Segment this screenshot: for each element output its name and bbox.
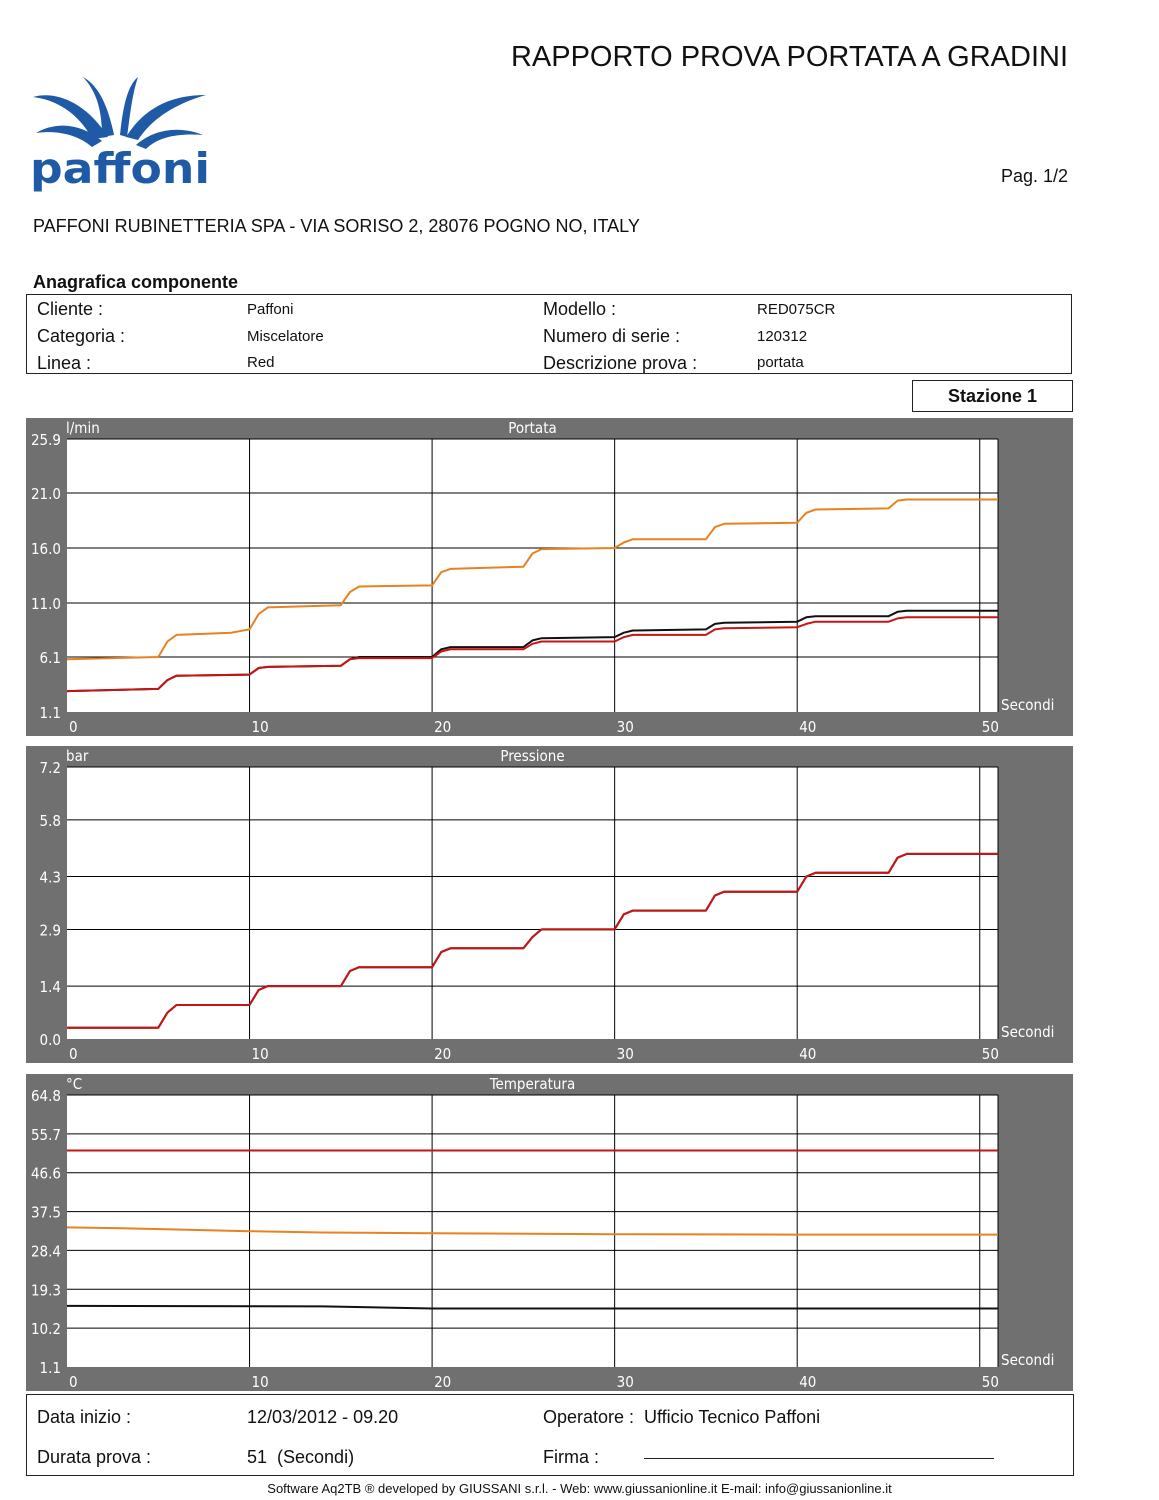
x-axis-label: Secondi (1001, 1351, 1055, 1369)
page-number: Pag. 1/2 (1000, 166, 1068, 186)
report-title: RAPPORTO PROVA PORTATA A GRADINI (510, 41, 1068, 73)
x-tick-label: 0 (69, 718, 78, 736)
y-tick-label: 10.2 (30, 1320, 61, 1339)
durata-label: Durata prova : (37, 1447, 152, 1467)
chart-title: Temperatura (489, 1075, 576, 1093)
x-tick-label: 30 (616, 718, 634, 736)
operatore-label: Operatore : (543, 1407, 635, 1427)
y-tick-label: 2.9 (39, 921, 61, 940)
data-inizio-label: Data inizio : (37, 1407, 132, 1427)
descrizione-label: Descrizione prova : (543, 353, 698, 373)
y-tick-label: 16.0 (30, 539, 61, 558)
x-axis-label: Secondi (1001, 1023, 1055, 1041)
x-tick-label: 20 (434, 718, 452, 736)
y-tick-label: 1.1 (39, 704, 61, 722)
serie-label: Numero di serie : (543, 326, 681, 346)
x-tick-label: 50 (981, 1373, 999, 1391)
x-tick-label: 30 (616, 1373, 634, 1391)
linea-label: Linea : (37, 353, 92, 373)
x-axis-label: Secondi (1001, 696, 1055, 714)
y-axis-unit: l/min (66, 419, 100, 437)
linea-value: Red (247, 354, 275, 371)
x-tick-label: 40 (799, 1373, 817, 1391)
descrizione-value: portata (757, 354, 804, 371)
chart-title: Portata (508, 419, 557, 437)
y-tick-label: 7.2 (39, 759, 61, 777)
y-tick-label: 28.4 (30, 1242, 61, 1261)
operatore-value: Ufficio Tecnico Paffoni (644, 1407, 821, 1427)
categoria-label: Categoria : (37, 326, 126, 346)
y-axis-unit: °C (66, 1075, 83, 1093)
chart-svg (26, 1074, 1073, 1391)
logo-text: paffoni (30, 144, 210, 193)
y-tick-label: 55.7 (30, 1125, 61, 1144)
x-tick-label: 20 (434, 1045, 452, 1063)
x-tick-label: 20 (434, 1373, 452, 1391)
durata-value: 51 (Secondi) (247, 1447, 355, 1467)
x-tick-label: 30 (616, 1045, 634, 1063)
chart-svg (26, 746, 1073, 1063)
categoria-value: Miscelatore (247, 328, 324, 345)
y-tick-label: 0.0 (39, 1031, 61, 1049)
y-axis-unit: bar (66, 747, 89, 765)
y-tick-label: 6.1 (39, 648, 61, 667)
y-tick-label: 1.1 (39, 1359, 61, 1377)
signature-line (644, 1458, 994, 1459)
x-tick-label: 50 (981, 718, 999, 736)
y-tick-label: 46.6 (30, 1164, 61, 1183)
modello-label: Modello : (543, 299, 617, 319)
footer-box (26, 1394, 1074, 1476)
company-address: PAFFONI RUBINETTERIA SPA - VIA SORISO 2, 28076 POGNO NO, ITALY (33, 216, 640, 236)
y-tick-label: 37.5 (30, 1203, 61, 1222)
cliente-label: Cliente : (37, 299, 104, 319)
chart-title: Pressione (500, 747, 565, 765)
serie-value: 120312 (757, 328, 808, 345)
x-tick-label: 10 (251, 1045, 269, 1063)
y-tick-label: 64.8 (30, 1087, 61, 1105)
y-tick-label: 1.4 (39, 978, 61, 997)
paffoni-logo (28, 75, 213, 193)
x-tick-label: 0 (69, 1373, 78, 1391)
cliente-value: Paffoni (247, 301, 294, 318)
chart-svg (26, 418, 1073, 736)
x-tick-label: 10 (251, 718, 269, 736)
station-label: Stazione 1 (912, 380, 1073, 412)
x-tick-label: 40 (799, 1045, 817, 1063)
y-tick-label: 25.9 (30, 431, 61, 449)
y-tick-label: 21.0 (30, 484, 61, 503)
y-tick-label: 11.0 (30, 595, 61, 614)
y-tick-label: 5.8 (39, 811, 61, 830)
x-tick-label: 0 (69, 1045, 78, 1063)
x-tick-label: 40 (799, 718, 817, 736)
plot-area (67, 439, 998, 712)
firma-label: Firma : (543, 1447, 599, 1467)
plot-area (67, 767, 998, 1039)
data-inizio-value: 12/03/2012 - 09.20 (247, 1407, 399, 1427)
x-tick-label: 50 (981, 1045, 999, 1063)
software-credit: Software Aq2TB ® developed by GIUSSANI s.r.l. - Web: www.giussanionline.it E-mail: info@giussanionline.it (267, 1481, 892, 1496)
y-tick-label: 19.3 (30, 1281, 61, 1300)
component-info-box (26, 294, 1072, 374)
portata-chart (26, 418, 1073, 736)
pressione-chart (26, 746, 1073, 1063)
y-tick-label: 4.3 (39, 868, 61, 887)
x-tick-label: 10 (251, 1373, 269, 1391)
temperatura-chart (26, 1074, 1073, 1391)
section-title: Anagrafica componente (33, 272, 239, 292)
modello-value: RED075CR (757, 301, 836, 318)
